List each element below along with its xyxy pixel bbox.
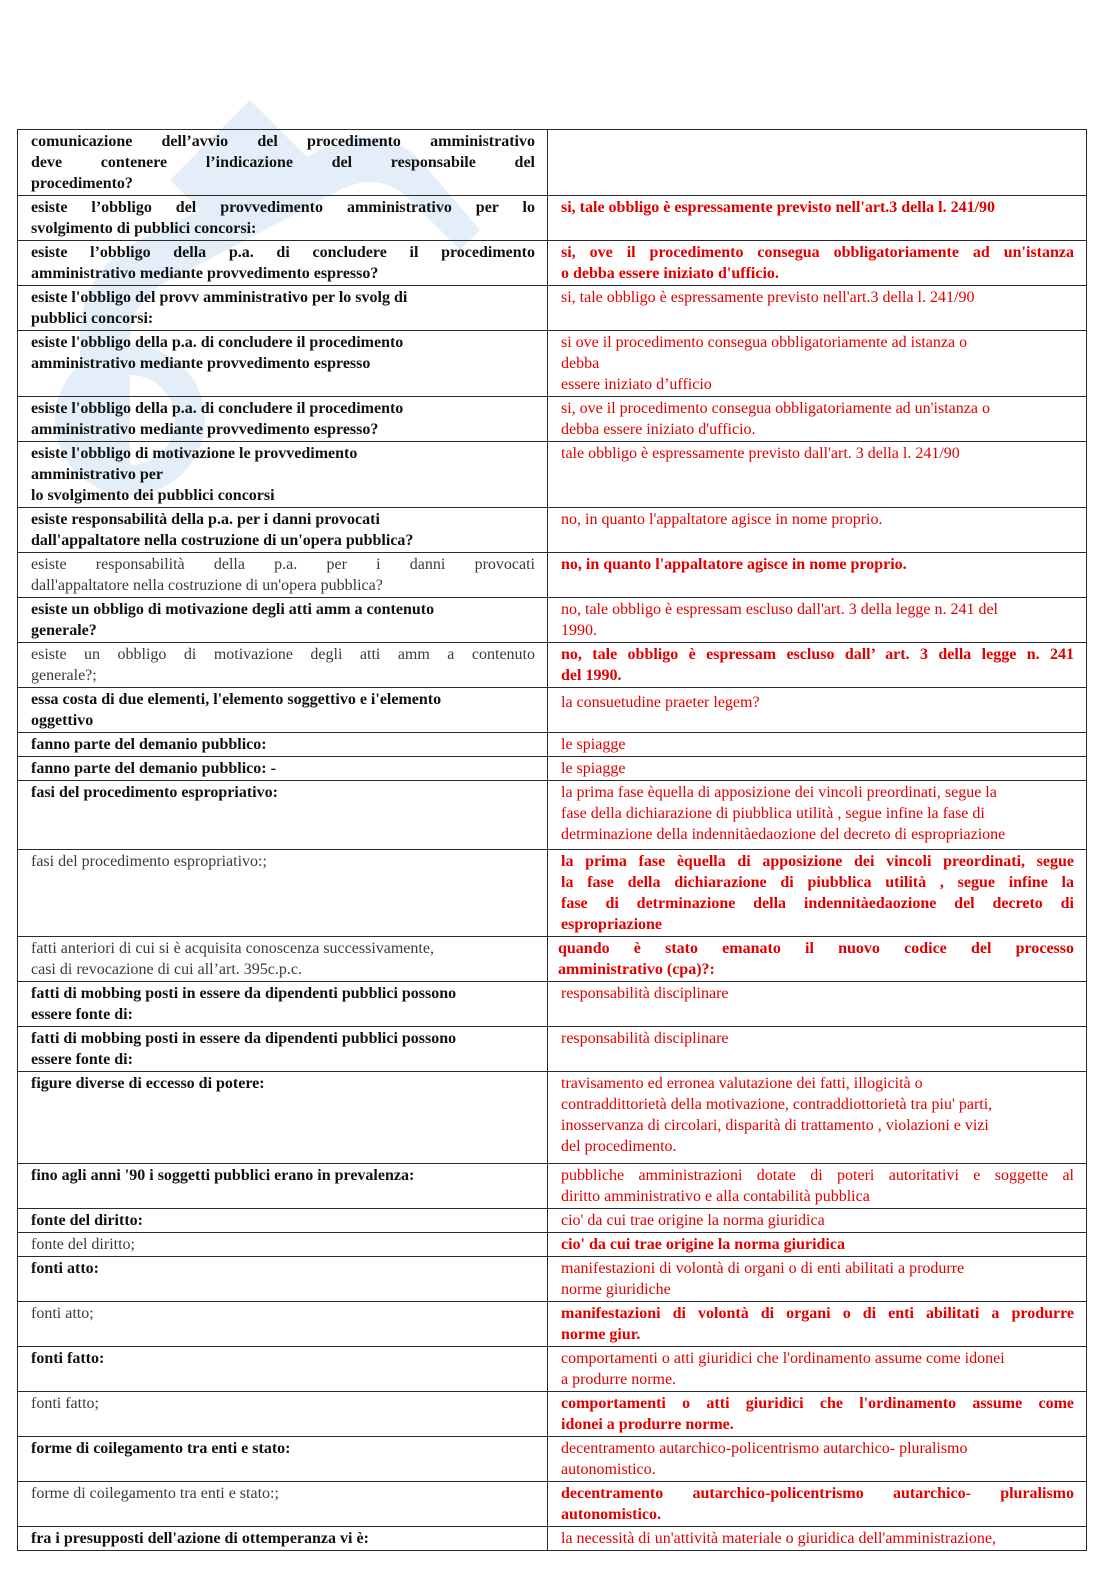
answer-line: fase della dichiarazione di piubblica utilità , segue infine la fase di xyxy=(561,805,985,822)
answer-line: del procedimento. xyxy=(561,1138,677,1155)
answer-cell xyxy=(548,508,1087,553)
table-row xyxy=(18,1233,1087,1257)
answer-line: essere iniziato d’ufficio xyxy=(561,376,712,393)
question-line: fonti fatto: xyxy=(31,1350,105,1367)
table-row xyxy=(18,1392,1087,1437)
answer-line: quando è stato emanato il nuovo codice del processo xyxy=(558,940,1074,957)
question-line: fatti di mobbing posti in essere da dipendenti pubblici possono xyxy=(31,985,457,1002)
question-line: essa costa di due elementi, l'elemento soggettivo e i'elemento xyxy=(31,691,442,708)
answer-cell xyxy=(548,331,1087,397)
answer-line: 1990. xyxy=(561,622,597,639)
question-cell xyxy=(18,397,548,442)
question-cell xyxy=(18,733,548,757)
answer-line: la consuetudine praeter legem? xyxy=(561,694,760,711)
answer-line: norme giur. xyxy=(561,1326,641,1343)
answer-line: si, tale obbligo è espressamente previsto nell'art.3 della l. 241/90 xyxy=(561,199,996,216)
question-line: esiste un obbligo di motivazione degli atti amm a contenuto xyxy=(31,646,535,663)
question-cell xyxy=(18,850,548,937)
table-row xyxy=(18,331,1087,397)
answer-cell xyxy=(548,553,1087,598)
question-cell xyxy=(18,1347,548,1392)
answer-line: cio' da cui trae origine la norma giuridica xyxy=(561,1212,825,1229)
question-line: generale?; xyxy=(31,667,97,684)
question-line: fino agli anni '90 i soggetti pubblici erano in prevalenza: xyxy=(31,1167,415,1184)
answer-line: responsabilità disciplinare xyxy=(561,985,729,1002)
question-line: fra i presupposti dell'azione di ottemperanza vi è: xyxy=(31,1530,369,1547)
question-line: fatti di mobbing posti in essere da dipendenti pubblici possono xyxy=(31,1030,457,1047)
answer-cell xyxy=(548,1233,1087,1257)
table-row xyxy=(18,1072,1087,1164)
table-row xyxy=(18,397,1087,442)
answer-line: comportamenti o atti giuridici che l'ordinamento assume come xyxy=(561,1395,1074,1412)
answer-line: si, ove il procedimento consegua obbligatoriamente ad un'istanza o xyxy=(561,400,990,417)
answer-cell xyxy=(548,1302,1087,1347)
answer-line: norme giuridiche xyxy=(561,1281,671,1298)
question-line: esiste l’obbligo della p.a. di concludere il procedimento xyxy=(31,244,535,261)
answer-line: le spiagge xyxy=(561,760,626,777)
answer-line: comportamenti o atti giuridici che l'ordinamento assume come idonei xyxy=(561,1350,1005,1367)
table-row xyxy=(18,598,1087,643)
answer-line: travisamento ed erronea valutazione dei fatti, illogicità o xyxy=(561,1075,923,1092)
answer-cell xyxy=(548,397,1087,442)
answer-line: idonei a produrre norme. xyxy=(561,1416,734,1433)
answer-cell xyxy=(548,982,1087,1027)
question-line: esiste responsabilità della p.a. per i danni provocati xyxy=(31,511,380,528)
question-cell xyxy=(18,196,548,241)
answer-cell xyxy=(548,598,1087,643)
answer-line: autonomistico. xyxy=(561,1461,656,1478)
question-cell xyxy=(18,781,548,850)
question-line: fatti anteriori di cui si è acquisita conoscenza successivamente, xyxy=(31,940,434,957)
question-line: fasi del procedimento espropriativo:; xyxy=(31,853,267,870)
table-row xyxy=(18,850,1087,937)
answer-line: autonomistico. xyxy=(561,1506,661,1523)
question-cell xyxy=(18,130,548,196)
table-row xyxy=(18,130,1087,196)
question-cell xyxy=(18,1072,548,1164)
answer-line: inosservanza di circolari, disparità di trattamento , violazioni e vizi xyxy=(561,1117,989,1134)
answer-cell xyxy=(548,1072,1087,1164)
question-line: dall'appaltatore nella costruzione di un'opera pubblica? xyxy=(31,577,383,594)
table-row xyxy=(18,688,1087,733)
answer-cell xyxy=(548,1257,1087,1302)
answer-cell xyxy=(548,1347,1087,1392)
question-line: oggettivo xyxy=(31,712,94,729)
question-cell xyxy=(18,553,548,598)
question-cell xyxy=(18,442,548,508)
question-line: fonti atto: xyxy=(31,1260,99,1277)
answer-cell xyxy=(548,1527,1087,1551)
table-row xyxy=(18,1164,1087,1209)
question-line: amministrativo per xyxy=(31,466,163,483)
table-row xyxy=(18,1302,1087,1347)
answer-line: a produrre norme. xyxy=(561,1371,677,1388)
question-cell xyxy=(18,286,548,331)
answer-line: no, tale obbligo è espressam escluso dall'art. 3 della legge n. 241 del xyxy=(561,601,998,618)
table-row xyxy=(18,982,1087,1027)
table-row xyxy=(18,286,1087,331)
question-line: fanno parte del demanio pubblico: - xyxy=(31,760,276,777)
question-line: dall'appaltatore nella costruzione di un'opera pubblica? xyxy=(31,532,414,549)
answer-line: si, ove il procedimento consegua obbligatoriamente ad un'istanza xyxy=(561,244,1074,261)
answer-cell xyxy=(548,1209,1087,1233)
question-cell xyxy=(18,1302,548,1347)
question-line: esiste l'obbligo del provv amministrativo per lo svolg di xyxy=(31,289,408,306)
answer-cell xyxy=(548,196,1087,241)
table-row xyxy=(18,1027,1087,1072)
answer-cell xyxy=(548,781,1087,850)
answer-line: le spiagge xyxy=(561,736,626,753)
table-row xyxy=(18,442,1087,508)
table-row xyxy=(18,508,1087,553)
question-cell xyxy=(18,757,548,781)
question-line: fonti fatto; xyxy=(31,1395,99,1412)
table-row xyxy=(18,196,1087,241)
question-cell xyxy=(18,1482,548,1527)
table-row xyxy=(18,553,1087,598)
answer-cell xyxy=(548,850,1087,937)
table-row xyxy=(18,1527,1087,1551)
answer-line: amministrativo (cpa)?: xyxy=(558,961,715,978)
answer-cell xyxy=(548,1164,1087,1209)
table-row xyxy=(18,757,1087,781)
question-line: esiste l’obbligo del provvedimento amministrativo per lo xyxy=(31,199,535,216)
question-cell xyxy=(18,1209,548,1233)
question-cell xyxy=(18,937,548,982)
answer-line: si ove il procedimento consegua obbligatoriamente ad istanza o xyxy=(561,334,968,351)
question-cell xyxy=(18,508,548,553)
question-line: esiste l'obbligo della p.a. di concludere il procedimento xyxy=(31,334,404,351)
question-cell xyxy=(18,1437,548,1482)
question-cell xyxy=(18,688,548,733)
answer-line: pubbliche amministrazioni dotate di poteri autoritativi e soggette al xyxy=(561,1167,1074,1184)
question-cell xyxy=(18,1527,548,1551)
table-row xyxy=(18,937,1087,982)
answer-cell xyxy=(548,1392,1087,1437)
table-row xyxy=(18,781,1087,850)
question-line: fonti atto; xyxy=(31,1305,94,1322)
question-line: svolgimento di pubblici concorsi: xyxy=(31,220,257,237)
table-row xyxy=(18,1209,1087,1233)
answer-line: fase di detrminazione della indennitàedaozione del decreto di xyxy=(561,895,1074,912)
question-line: amministrativo mediante provvedimento espresso? xyxy=(31,421,379,438)
answer-line: debba essere iniziato d'ufficio. xyxy=(561,421,756,438)
answer-line: contraddittorietà della motivazione, contraddiottorietà tra piu' parti, xyxy=(561,1096,993,1113)
answer-line: manifestazioni di volontà di organi o di enti abilitati a produrre xyxy=(561,1260,965,1277)
table-row xyxy=(18,733,1087,757)
question-line: amministrativo mediante provvedimento espresso? xyxy=(31,265,379,282)
answer-line: diritto amministrativo e alla contabilità pubblica xyxy=(561,1188,870,1205)
question-line: esiste l'obbligo di motivazione le provvedimento xyxy=(31,445,358,462)
question-cell xyxy=(18,1233,548,1257)
question-line: comunicazione dell’avvio del procedimento amministrativo xyxy=(31,133,535,150)
table-row xyxy=(18,643,1087,688)
answer-cell xyxy=(548,937,1087,982)
table-row xyxy=(18,1257,1087,1302)
question-cell xyxy=(18,331,548,397)
question-line: esiste responsabilità della p.a. per i danni provocati xyxy=(31,556,535,573)
question-line: amministrativo mediante provvedimento espresso xyxy=(31,355,371,372)
question-line: essere fonte di: xyxy=(31,1051,133,1068)
question-cell xyxy=(18,643,548,688)
table-row xyxy=(18,1482,1087,1527)
question-line: forme di coilegamento tra enti e stato:; xyxy=(31,1485,279,1502)
answer-line: decentramento autarchico-policentrismo autarchico- pluralismo xyxy=(561,1440,968,1457)
answer-line: la fase della dichiarazione di piubblica utilità , segue infine la xyxy=(561,874,1074,891)
answer-cell xyxy=(548,1027,1087,1072)
question-cell xyxy=(18,1257,548,1302)
answer-cell xyxy=(548,733,1087,757)
answer-line: tale obbligo è espressamente previsto dall'art. 3 della l. 241/90 xyxy=(561,445,960,462)
answer-cell xyxy=(548,286,1087,331)
question-line: esiste l'obbligo della p.a. di concludere il procedimento xyxy=(31,400,404,417)
answer-line: no, tale obbligo è espressam escluso dall’ art. 3 della legge n. 241 xyxy=(561,646,1074,663)
question-line: essere fonte di: xyxy=(31,1006,133,1023)
question-line: fanno parte del demanio pubblico: xyxy=(31,736,267,753)
table-row xyxy=(18,1347,1087,1392)
question-cell xyxy=(18,1027,548,1072)
question-line: figure diverse di eccesso di potere: xyxy=(31,1075,265,1092)
answer-line: decentramento autarchico-policentrismo autarchico- pluralismo xyxy=(561,1485,1074,1502)
answer-cell xyxy=(548,241,1087,286)
answer-line: la prima fase èquella di apposizione dei vincoli preordinati, segue la xyxy=(561,784,997,801)
answer-line: no, in quanto l'appaltatore agisce in nome proprio. xyxy=(561,511,883,528)
answer-line: detrminazione della indennitàedaozione del decreto di espropriazione xyxy=(561,826,1006,843)
question-line: generale? xyxy=(31,622,97,639)
answer-line: del 1990. xyxy=(561,667,622,684)
answer-line: la prima fase èquella di apposizione dei vincoli preordinati, segue xyxy=(561,853,1074,870)
question-line: fonte del diritto: xyxy=(31,1212,143,1229)
answer-cell xyxy=(548,643,1087,688)
question-cell xyxy=(18,598,548,643)
answer-line: debba xyxy=(561,355,600,372)
answer-cell xyxy=(548,442,1087,508)
answer-cell xyxy=(548,1482,1087,1527)
answer-line: espropriazione xyxy=(561,916,663,933)
question-line: deve contenere l’indicazione del responsabile del xyxy=(31,154,535,171)
question-line: procedimento? xyxy=(31,175,133,192)
answer-cell xyxy=(548,757,1087,781)
qa-table xyxy=(17,129,1087,1551)
question-line: lo svolgimento dei pubblici concorsi xyxy=(31,487,275,504)
answer-cell xyxy=(548,688,1087,733)
question-cell xyxy=(18,982,548,1027)
answer-cell xyxy=(548,1437,1087,1482)
table-row xyxy=(18,1437,1087,1482)
question-line: forme di coilegamento tra enti e stato: xyxy=(31,1440,291,1457)
question-cell xyxy=(18,241,548,286)
answer-line: responsabilità disciplinare xyxy=(561,1030,729,1047)
answer-line: manifestazioni di volontà di organi o di enti abilitati a produrre xyxy=(561,1305,1074,1322)
question-line: fonte del diritto; xyxy=(31,1236,135,1253)
answer-line: o debba essere iniziato d'ufficio. xyxy=(561,265,779,282)
answer-line: cio' da cui trae origine la norma giuridica xyxy=(561,1236,845,1253)
answer-line: si, tale obbligo è espressamente previsto nell'art.3 della l. 241/90 xyxy=(561,289,975,306)
answer-line: no, in quanto l'appaltatore agisce in nome proprio. xyxy=(561,556,907,573)
question-cell xyxy=(18,1392,548,1437)
answer-cell xyxy=(548,130,1087,196)
question-line: casi di revocazione di cui all’art. 395c.p.c. xyxy=(31,961,302,978)
table-row xyxy=(18,241,1087,286)
question-line: pubblici concorsi: xyxy=(31,310,154,327)
question-line: esiste un obbligo di motivazione degli atti amm a contenuto xyxy=(31,601,435,618)
question-cell xyxy=(18,1164,548,1209)
question-line: fasi del procedimento espropriativo: xyxy=(31,784,278,801)
answer-line: la necessità di un'attività materiale o giuridica dell'amministrazione, xyxy=(561,1530,996,1547)
